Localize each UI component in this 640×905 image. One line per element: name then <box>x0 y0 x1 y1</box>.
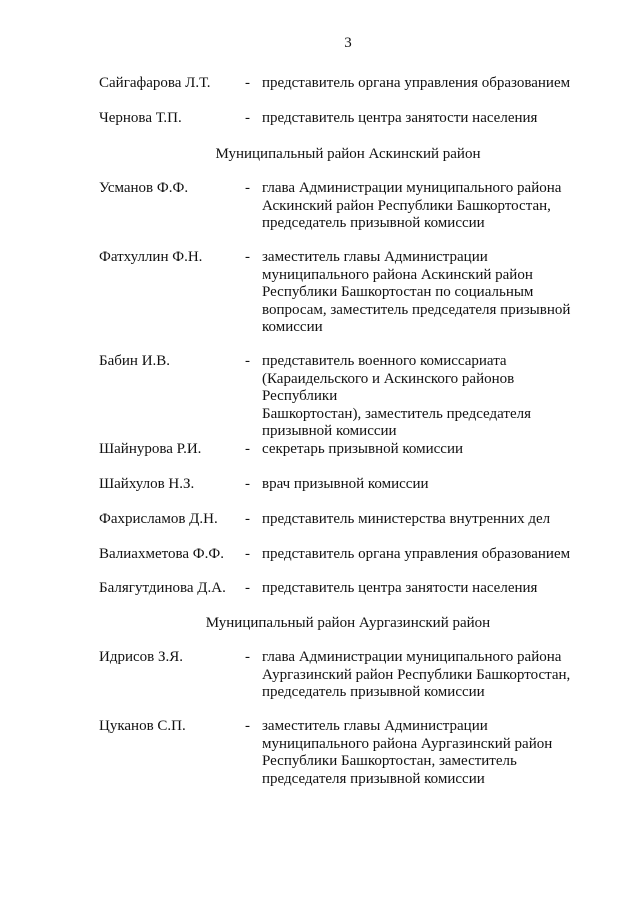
member-role: заместитель главы Администрации муниципального района Аскинский район Республики Башкортостан по социальным вопросам, заместитель председателя призывной комиссии <box>262 249 571 335</box>
page-number: 3 <box>344 35 352 51</box>
member-role: представитель органа управления образованием <box>262 546 571 562</box>
member-role: представитель центра занятости населения <box>262 110 538 126</box>
dash: - <box>245 580 250 596</box>
member-name: Фахрисламов Д.Н. <box>99 511 218 527</box>
dash: - <box>245 110 250 126</box>
member-name: Шайнурова Р.И. <box>99 441 202 457</box>
member-role: секретарь призывной комиссии <box>262 441 464 457</box>
member-name: Сайгафарова Л.Т. <box>99 75 211 91</box>
dash: - <box>245 476 250 492</box>
dash: - <box>245 249 250 265</box>
dash: - <box>245 75 250 91</box>
member-name: Цуканов С.П. <box>99 718 186 734</box>
dash: - <box>245 546 250 562</box>
dash: - <box>245 353 250 369</box>
dash: - <box>245 718 250 734</box>
section-heading: Муниципальный район Аургазинский район <box>205 615 491 631</box>
member-name: Балягутдинова Д.А. <box>99 580 226 596</box>
member-role: врач призывной комиссии <box>262 476 429 492</box>
member-role: представитель министерства внутренних дел <box>262 511 551 527</box>
member-role: представитель военного комиссариата (Караидельского и Аскинского районов Республики Башкортостан), заместитель председателя призывной комиссии <box>262 353 532 439</box>
member-name: Валиахметова Ф.Ф. <box>99 546 224 562</box>
member-name: Бабин И.В. <box>99 353 171 369</box>
member-name: Усманов Ф.Ф. <box>99 180 189 196</box>
member-name: Чернова Т.П. <box>99 110 182 126</box>
dash: - <box>245 441 250 457</box>
member-name: Фатхуллин Ф.Н. <box>99 249 203 265</box>
member-role: представитель центра занятости населения <box>262 580 538 596</box>
member-role: заместитель главы Администрации муниципального района Аургазинский район Республики Башкортостан, заместитель председателя призывной комиссии <box>262 718 553 787</box>
member-name: Идрисов З.Я. <box>99 649 184 665</box>
member-role: глава Администрации муниципального района Аургазинский район Республики Башкортостан, председатель призывной комиссии <box>262 649 571 700</box>
dash: - <box>245 511 250 527</box>
dash: - <box>245 649 250 665</box>
member-role: глава Администрации муниципального района Аскинский район Республики Башкортостан, председатель призывной комиссии <box>262 180 562 231</box>
member-role: представитель органа управления образованием <box>262 75 571 91</box>
section-heading: Муниципальный район Аскинский район <box>215 146 481 162</box>
dash: - <box>245 180 250 196</box>
member-name: Шайхулов Н.З. <box>99 476 195 492</box>
